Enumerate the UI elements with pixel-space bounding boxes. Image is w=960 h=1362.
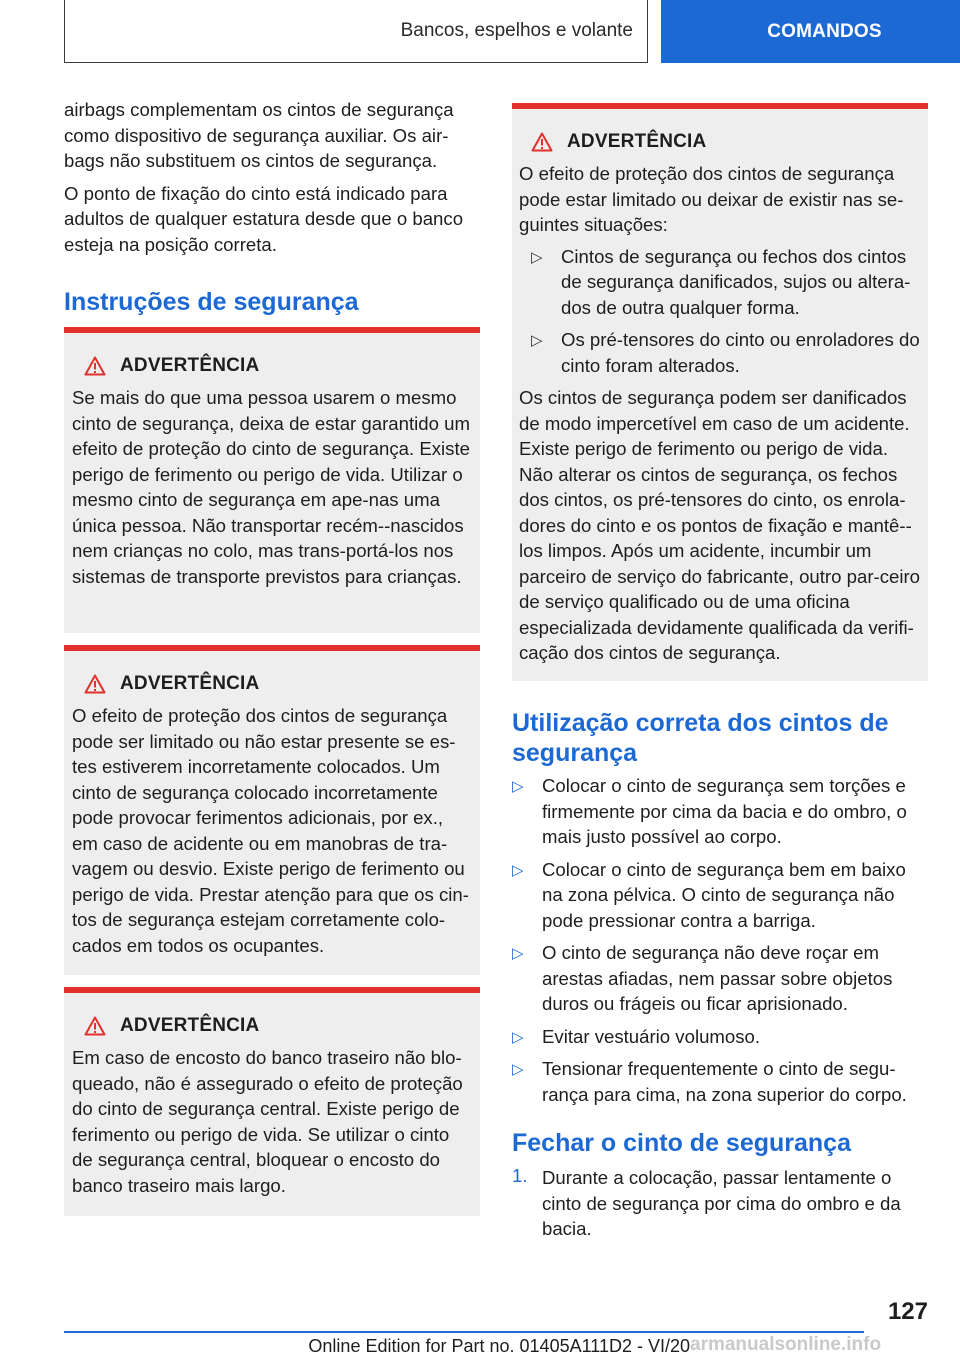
intro-paragraph-1: airbags complementam os cintos de segurança como dispositivo de segurança auxiliar. Os air-bags não substituem os cintos de segurança. — [64, 99, 454, 171]
step-item — [512, 1165, 924, 1242]
heading-correct-use: Utilização correta dos cintos de segurança — [512, 709, 889, 767]
warning-triangle-icon — [84, 356, 106, 376]
usage-list — [512, 773, 924, 1114]
section-title: Bancos, espelhos e volante — [400, 20, 633, 41]
list-item: ▷ O cinto de segurança não deve roçar em arestas afiadas, nem passar sobre objetos duros ou frágeis ou ficar aprisionado. — [512, 942, 893, 1014]
warning-intro: O efeito de proteção dos cintos de segurança pode estar limitado ou deixar de existir nas se-guintes situações: — [519, 163, 904, 235]
warning-text: Em caso de encosto do banco traseiro não blo-queado, não é assegurado o efeito de proteção do cinto de segurança central. Existe perigo de ferimento ou perigo de vida. Se utilizar o cinto de segurança central, bloquear o encosto do banco traseiro mais largo. — [72, 1047, 463, 1196]
warning-box-1 — [64, 327, 480, 633]
triangle-right-icon: ▷ — [512, 945, 524, 962]
watermark: armanualsonline.info — [690, 1334, 882, 1355]
triangle-right-icon: ▷ — [512, 778, 524, 795]
warning-outro: Os cintos de segurança podem ser danificados de modo impercetível em caso de um acidente. Existe perigo de ferimento ou perigo de vida. Não alterar os cintos de segurança, os fechos dos cintos, os pré-tensores do cinto, os enrola-dores do cinto e os pontos de fixação e mantê--los limpos. Após um acidente, incumbir um parceiro de serviço do fabricante, outro par-ceiro de serviço qualificado ou de uma oficina especializada devidamente qualificada da verifi-cação dos cintos de segurança. — [519, 387, 921, 663]
heading-fasten-belt: Fechar o cinto de segurança — [512, 1129, 851, 1157]
warning-box-3 — [64, 987, 480, 1216]
warning-header — [72, 673, 472, 695]
list-item: ▷ Tensionar frequentemente o cinto de segu-rança para cima, na zona superior do corpo. — [512, 1058, 907, 1105]
warning-triangle-icon — [84, 1016, 106, 1036]
header-section-title — [64, 0, 648, 63]
warning-triangle-icon — [84, 674, 106, 694]
triangle-right-icon: ▷ — [531, 332, 543, 349]
warning-box-right — [512, 103, 928, 681]
triangle-right-icon: ▷ — [512, 1061, 524, 1078]
warning-title: ADVERTÊNCIA — [567, 131, 707, 152]
warning-title: ADVERTÊNCIA — [120, 1015, 260, 1036]
warning-title: ADVERTÊNCIA — [120, 673, 260, 694]
intro-paragraph-2: O ponto de fixação do cinto está indicado para adultos de qualquer estatura desde que o banco esteja na posição correta. — [64, 182, 464, 255]
triangle-right-icon: ▷ — [512, 861, 524, 879]
edition-label: Online Edition for Part no. 01405A111D2 - VI/20 — [308, 1336, 690, 1356]
chapter-title: COMANDOS — [767, 20, 882, 42]
triangle-right-icon: ▷ — [531, 248, 543, 266]
list-item: ▷ Colocar o cinto de segurança bem em baixo na zona pélvica. O cinto de segurança não pode pressionar contra a barriga. — [512, 858, 906, 931]
list-item: ▷ Os pré-tensores do cinto ou enroladores do cinto foram alterados. — [531, 329, 920, 376]
warning-triangle-icon — [531, 132, 553, 152]
warning-list — [519, 244, 922, 379]
heading-safety-instructions: Instruções de segurança — [64, 288, 359, 316]
warning-box-2 — [64, 645, 480, 975]
step-number: 1. — [512, 1165, 528, 1186]
warning-header — [72, 355, 472, 377]
list-item: ▷ Colocar o cinto de segurança sem torções e firmemente por cima da bacia e do ombro, o mais justo possível ao corpo. — [512, 775, 907, 847]
triangle-right-icon: ▷ — [512, 1028, 524, 1046]
warning-title: ADVERTÊNCIA — [120, 355, 260, 376]
list-item: ▷ Evitar vestuário volumoso. — [512, 1024, 924, 1050]
step-text: Durante a colocação, passar lentamente o cinto de segurança por cima do ombro e da bacia. — [542, 1167, 901, 1239]
chapter-tab — [661, 0, 960, 63]
warning-text: O efeito de proteção dos cintos de segurança pode ser limitado ou não estar presente se es-tes estiverem incorretamente colocados. Um cinto de segurança colocado incorretamente pode provocar ferimentos adicionais, por ex., em caso de acidente ou em manobras de tra-vagem ou desvio. Existe perigo de ferimento ou perigo de vida. Prestar atenção para que os cin-tos de segurança estejam corretamente colo-cados em todos os ocupantes. — [72, 705, 469, 956]
left-column — [64, 97, 480, 257]
warning-header — [519, 131, 922, 153]
list-item: ▷ Cintos de segurança ou fechos dos cintos de segurança danificados, sujos ou altera-dos de outra qualquer forma. — [531, 245, 911, 318]
page-number: 127 — [887, 1298, 928, 1325]
footer-divider — [64, 1331, 864, 1333]
warning-header — [72, 1015, 472, 1037]
warning-text: Se mais do que uma pessoa usarem o mesmo cinto de segurança, deixa de estar garantido um efeito de proteção do cinto de segurança. Existe perigo de ferimento ou perigo de vida. Utilizar o mesmo cinto de segurança em ape-nas uma única pessoa. Não transportar recém--nascidos nem crianças no colo, mas trans-portá-los nos sistemas de transporte previstos para crianças. — [72, 387, 470, 587]
